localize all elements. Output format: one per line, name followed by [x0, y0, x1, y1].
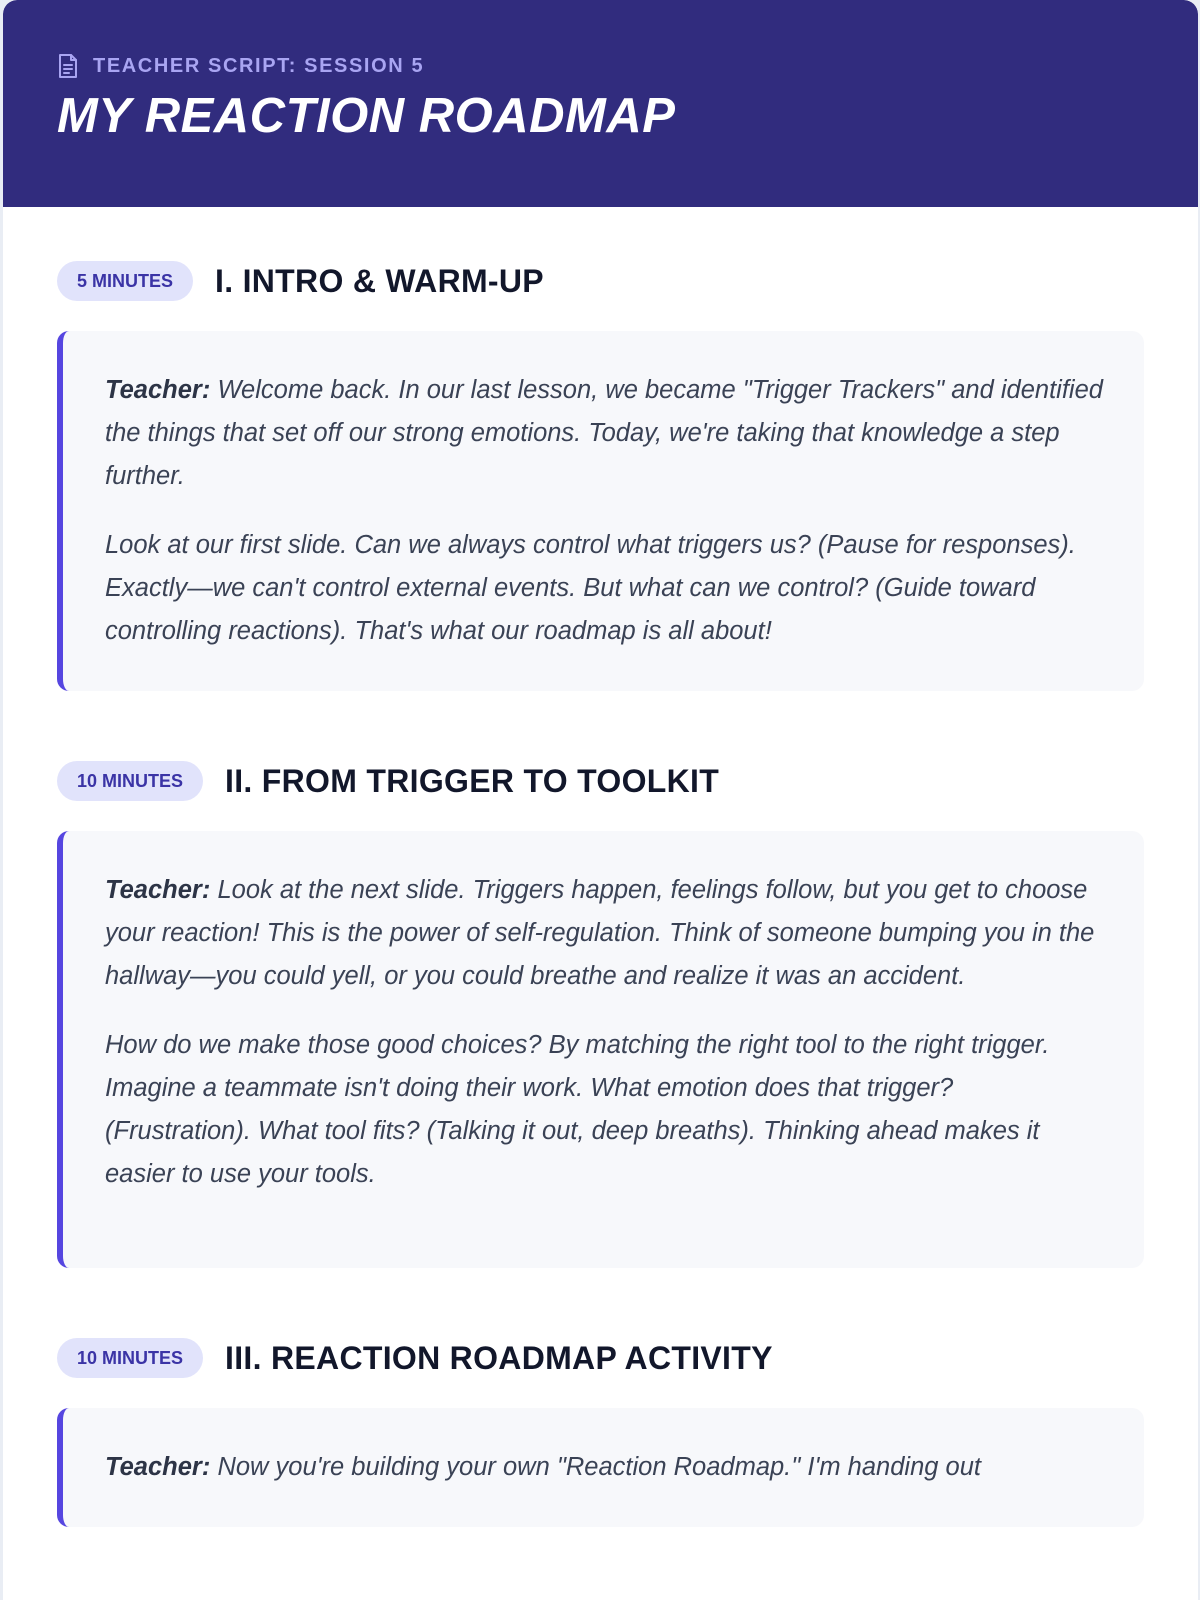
section-roadmap-activity	[57, 1338, 1144, 1527]
script-text: Welcome back. In our last lesson, we became "Trigger Trackers" and identified the things that set off our strong emotions. Today, we're taking that knowledge a step further.	[105, 376, 1103, 490]
document-icon	[57, 53, 79, 79]
script-paragraph	[105, 869, 1106, 998]
section-header	[57, 1338, 1144, 1378]
script-paragraph: Look at our first slide. Can we always control what triggers us? (Pause for responses). Exactly—we can't control external events. But what can we control? (Guide toward controlling reactions). That's what our roadmap is all about!	[105, 531, 1076, 645]
section-title: II. FROM TRIGGER TO TOOLKIT	[225, 762, 720, 799]
page-title: MY REACTION ROADMAP	[57, 89, 676, 143]
teacher-script-box	[57, 831, 1144, 1268]
duration-badge: 5 MINUTES	[57, 261, 193, 301]
teacher-script-box	[57, 1408, 1144, 1527]
section-title: I. INTRO & WARM-UP	[215, 262, 544, 299]
section-intro	[57, 261, 1144, 691]
teacher-script-box	[57, 331, 1144, 691]
script-paragraph	[105, 1446, 1106, 1489]
teacher-script-card	[3, 0, 1198, 1600]
page-header	[3, 0, 1198, 207]
section-header	[57, 761, 1144, 801]
duration-badge: 10 MINUTES	[57, 761, 203, 801]
section-header	[57, 261, 1144, 301]
speaker-label: Teacher:	[105, 376, 211, 404]
session-label: TEACHER SCRIPT: SESSION 5	[93, 54, 425, 77]
script-text: Look at the next slide. Triggers happen, feelings follow, but you get to choose your reaction! This is the power of self-regulation. Think of someone bumping you in the hallway—you could yell, or you could breathe and realize it was an accident.	[105, 876, 1095, 990]
script-text: Now you're building your own "Reaction Roadmap." I'm handing out	[217, 1453, 981, 1481]
section-trigger-to-toolkit	[57, 761, 1144, 1268]
duration-badge: 10 MINUTES	[57, 1338, 203, 1378]
script-paragraph: How do we make those good choices? By matching the right tool to the right trigger. Imagine a teammate isn't doing their work. What emotion does that trigger? (Frustration). What tool fits? (Talking it out, deep breaths). Thinking ahead makes it easier to use your tools.	[105, 1031, 1050, 1188]
eyebrow	[57, 50, 1144, 82]
speaker-label: Teacher:	[105, 1453, 211, 1481]
script-content	[3, 207, 1198, 1527]
script-paragraph	[105, 369, 1106, 498]
speaker-label: Teacher:	[105, 876, 211, 904]
section-title: III. REACTION ROADMAP ACTIVITY	[225, 1339, 773, 1376]
